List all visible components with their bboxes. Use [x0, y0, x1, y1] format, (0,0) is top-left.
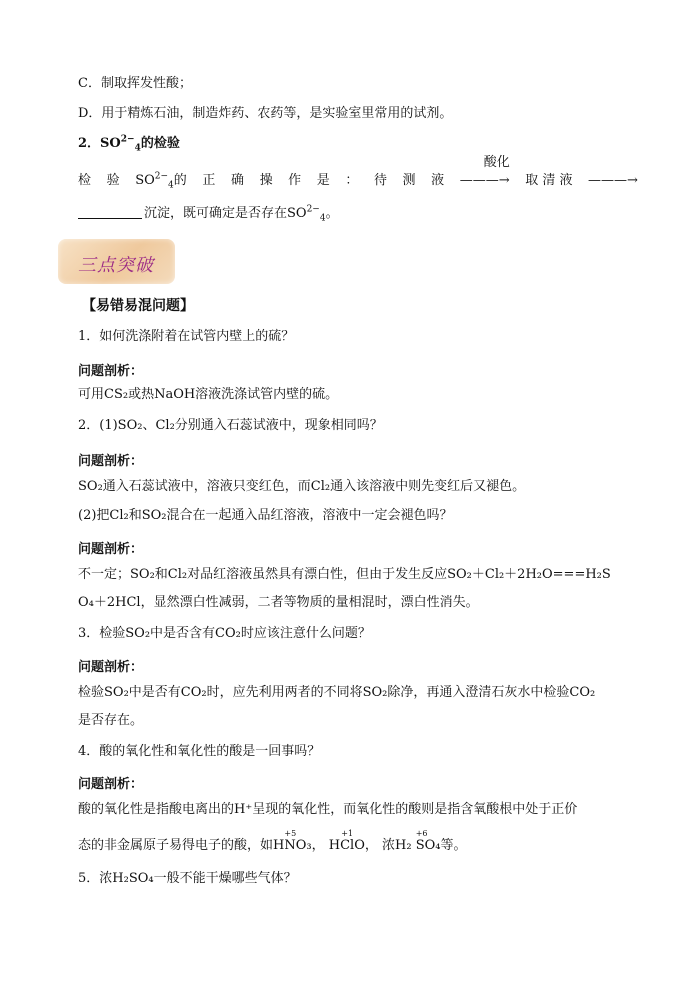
- answer-2b-line1: 不一定；SO₂和Cl₂对品红溶液虽然具有漂白性，但由于发生反应SO₂＋Cl₂＋2H₂O===H₂S: [78, 567, 611, 582]
- hno3-n: [284, 829, 297, 856]
- heading-sub: 4: [134, 143, 141, 154]
- option-c: C．制取挥发性酸；: [78, 76, 192, 91]
- test-procedure-line: [78, 155, 638, 191]
- question-2: 2．(1)SO₂、Cl₂分别通入石蕊试液中，现象相同吗？: [78, 418, 383, 433]
- word-colon: ：: [345, 173, 359, 188]
- acidify-arrow: [459, 155, 510, 191]
- word-shi: 是: [316, 173, 330, 188]
- word-jian: 检: [78, 173, 92, 188]
- analysis-label-1: 问题剖析：: [78, 364, 144, 379]
- hno3-oxidation: +5: [284, 829, 297, 838]
- line2-text: 沉淀，既可确定是否存在SO: [144, 206, 307, 221]
- question-4: 4．酸的氧化性和氧化性的酸是一回事吗？: [78, 744, 321, 759]
- word-dai: 待: [373, 173, 387, 188]
- word-zheng: 正: [202, 173, 216, 188]
- word-ye: 液: [431, 173, 445, 188]
- hclo-oxidation: +1: [341, 829, 354, 838]
- answer-2: SO₂通入石蕊试液中，溶液只变红色，而Cl₂通入该溶液中则先变红后又褪色。: [78, 479, 526, 494]
- word-yan: 验: [106, 173, 120, 188]
- section-heading: [78, 134, 636, 154]
- fill-blank: [78, 206, 142, 219]
- line2-sub: 4: [319, 213, 326, 224]
- word-cao: 操: [259, 173, 273, 188]
- hno3-h: H: [273, 838, 285, 853]
- analysis-label-2b: 问题剖析：: [78, 542, 144, 557]
- heading-prefix: 2．SO: [78, 136, 121, 151]
- analysis-label-3: 问题剖析：: [78, 660, 144, 675]
- acidify-label: 酸化: [483, 155, 510, 170]
- h2so4-o4: O₄等。: [424, 838, 467, 853]
- hno3-atom: N: [284, 838, 296, 853]
- test-procedure-line2: [78, 204, 636, 224]
- h2so4-atom: S: [415, 838, 425, 853]
- answer-1: 可用CS₂或热NaOH溶液洗涤试管内壁的硫。: [78, 387, 339, 402]
- arrow-2: ———→: [588, 173, 638, 188]
- word-que: 确: [230, 173, 244, 188]
- question-5: 5．浓H₂SO₄一般不能干燥哪些气体？: [78, 871, 297, 886]
- hno3-o3: O₃: [295, 838, 312, 853]
- take-clear-liquid: 取 清 液: [525, 173, 573, 188]
- word-so4: $SO^{2-}_4$的: [135, 171, 187, 191]
- hclo-h: H: [328, 838, 341, 853]
- section-banner: [58, 239, 175, 284]
- analysis-label-2: 问题剖析：: [78, 454, 144, 469]
- answer-2b-line2: O₄＋2HCl，显然漂白性减弱，二者等物质的量相混时，漂白性消失。: [78, 595, 479, 610]
- h2so4-oxidation: +6: [415, 829, 428, 838]
- answer-3-line1: 检验SO₂中是否有CO₂时，应先利用两者的不同将SO₂除净，再通入澄清石灰水中检验CO₂: [78, 685, 596, 700]
- banner-title: 三点突破: [78, 255, 154, 276]
- option-d: D．用于精炼石油，制造炸药、农药等，是实验室里常用的试剂。: [78, 106, 453, 121]
- word-ce: 测: [402, 173, 416, 188]
- answer-4-line2: 态的非金属原子易得电子的酸，如H +5 NO₃， H +1 ClO， 浓H₂ +6 SO₄等。: [78, 836, 636, 856]
- arrow-1: ———→: [459, 173, 510, 188]
- hclo-o: O: [354, 838, 365, 853]
- h2so4-s: [415, 829, 428, 856]
- hclo-cl: [340, 829, 355, 856]
- hclo-atom: Cl: [340, 838, 355, 853]
- question-1: 1．如何洗涤附着在试管内壁上的硫？: [78, 329, 295, 344]
- question-3: 3．检验SO₂中是否含有CO₂时应该注意什么问题？: [78, 626, 371, 641]
- line2-charge: 2−: [306, 204, 320, 215]
- faq-header: 【易错易混问题】: [82, 298, 194, 314]
- question-2b: (2)把Cl₂和SO₂混合在一起通入品红溶液，溶液中一定会褪色吗？: [78, 508, 453, 523]
- answer-4-line2-prefix: 态的非金属原子易得电子的酸，如: [78, 838, 274, 853]
- word-zuo: 作: [288, 173, 302, 188]
- answer-4-line1: 酸的氧化性是指酸电离出的H⁺呈现的氧化性，而氧化性的酸则是指含氧酸根中处于正价: [78, 802, 578, 817]
- heading-charge: 2−: [120, 134, 135, 145]
- analysis-label-4: 问题剖析：: [78, 777, 144, 792]
- line2-end: 。: [325, 206, 339, 221]
- h2so4-prefix: 浓H₂: [382, 838, 416, 853]
- answer-3-line2: 是否存在。: [78, 713, 144, 728]
- heading-suffix: 的检验: [140, 136, 180, 151]
